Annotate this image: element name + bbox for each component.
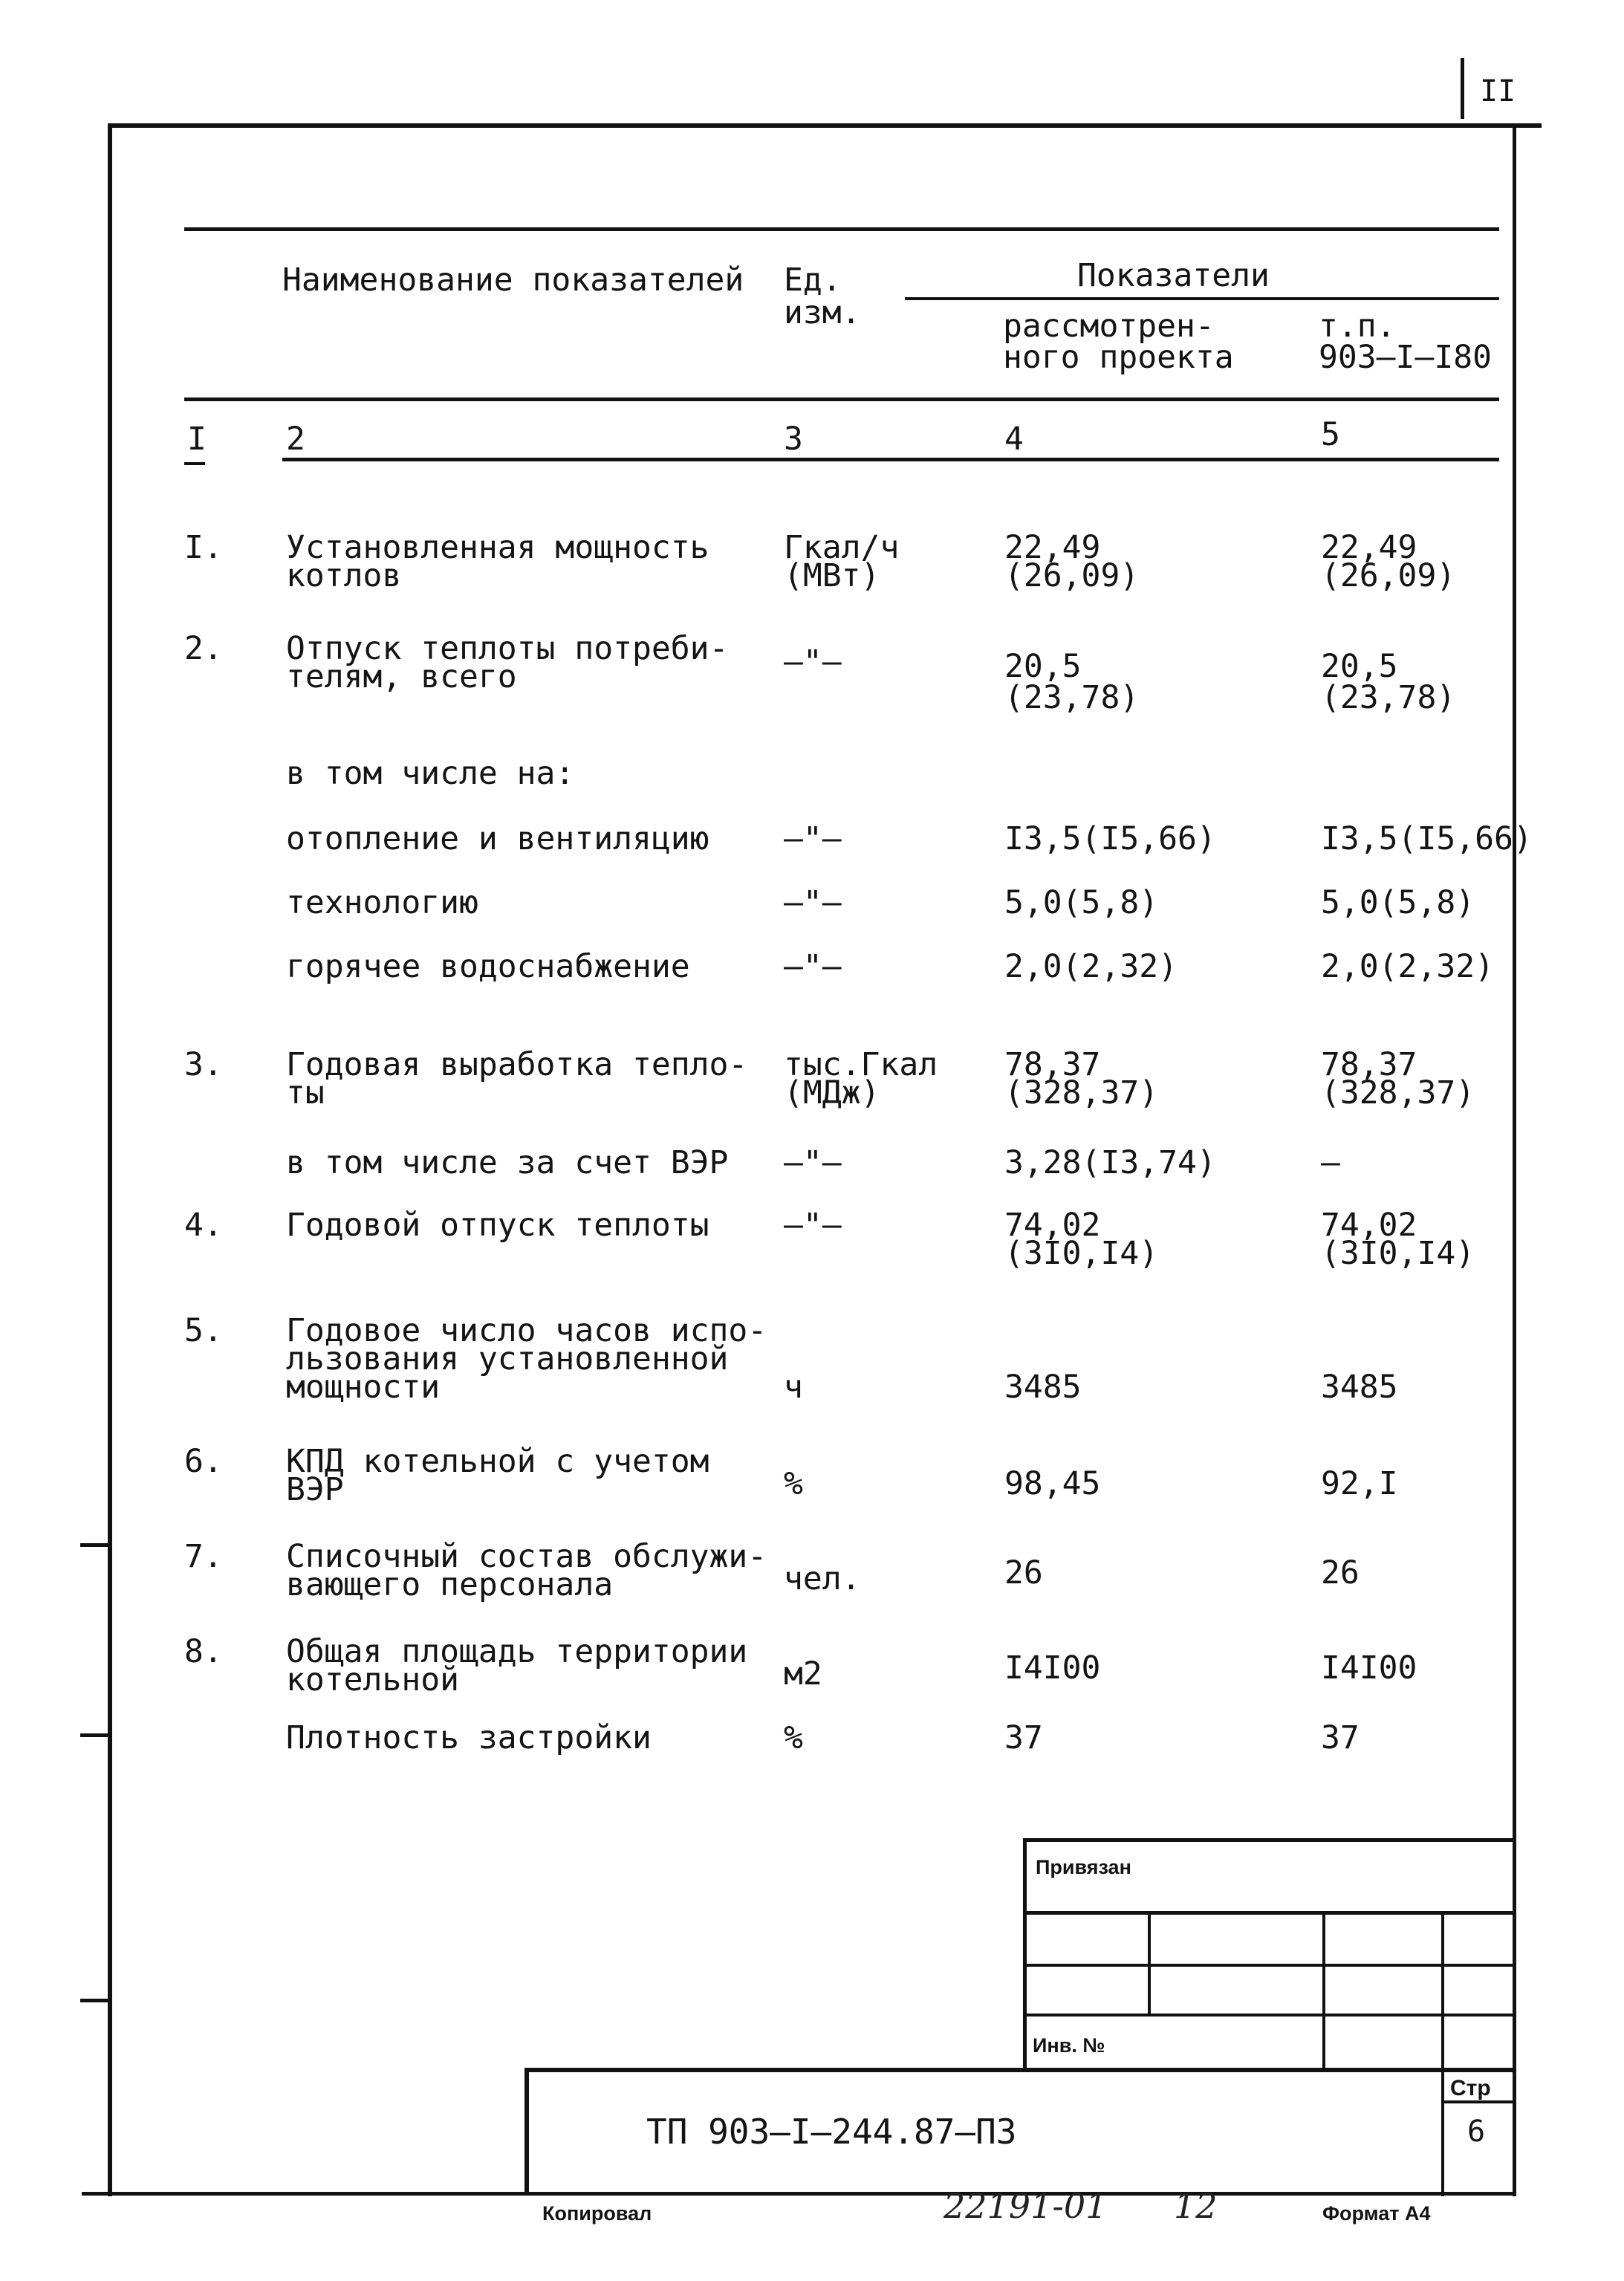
margin-tick xyxy=(80,1999,110,2002)
row-name: котлов xyxy=(286,557,402,594)
header-typical-line2: 903–I–I80 xyxy=(1319,339,1492,376)
header-considered-line1: рассмотрен- xyxy=(1003,308,1215,345)
row-name: ВЭР xyxy=(286,1471,344,1508)
row-number: I. xyxy=(184,529,223,566)
column-number-3: 3 xyxy=(784,421,803,458)
row-value-considered: 2,0(2,32) xyxy=(1004,948,1178,985)
row-number: 3. xyxy=(184,1046,223,1083)
row-name: котельной xyxy=(286,1661,459,1698)
row-name: Отпуск теплоты потреби- xyxy=(286,630,729,667)
stamp-line xyxy=(524,2068,1516,2072)
header-name: Наименование показателей xyxy=(282,262,744,299)
row-value-typical: (26,09) xyxy=(1321,557,1456,594)
row-value-considered: I3,5(I5,66) xyxy=(1004,820,1216,857)
column-number-rule xyxy=(282,458,1499,461)
copied-label: Копировал xyxy=(542,2202,652,2225)
row-name: телям, всего xyxy=(286,658,517,695)
row-unit: чел. xyxy=(784,1560,861,1597)
row-name: технологию xyxy=(286,884,478,921)
column-number-4: 4 xyxy=(1004,421,1024,458)
row-value-considered: 74,02 xyxy=(1004,1207,1101,1244)
row-value-considered: 5,0(5,8) xyxy=(1004,884,1159,921)
frame-top-border xyxy=(108,123,1542,128)
frame-bottom-border xyxy=(82,2192,1516,2196)
row-value-considered: (23,78) xyxy=(1004,679,1140,716)
row-value-typical: 37 xyxy=(1321,1719,1360,1756)
row-value-typical: I4I00 xyxy=(1321,1649,1417,1687)
row-unit: ч xyxy=(784,1369,803,1406)
header-indicators-rule xyxy=(905,297,1499,300)
row-name: Годовая выработка тепло- xyxy=(286,1046,748,1083)
stamp-linked-label: Привязан xyxy=(1036,1856,1131,1878)
row-value-typical: 74,02 xyxy=(1321,1207,1417,1244)
row-value-typical: 26 xyxy=(1321,1554,1360,1591)
row-value-considered: 98,45 xyxy=(1004,1465,1101,1502)
row-unit: –"– xyxy=(784,948,842,985)
header-bottom-rule xyxy=(184,398,1499,401)
format-label: Формат А4 xyxy=(1322,2202,1431,2225)
header-considered-line2: ного проекта xyxy=(1003,339,1234,376)
row-value-typical: – xyxy=(1321,1144,1340,1181)
stamp-designation: ТП 903–I–244.87–ПЗ xyxy=(646,2112,1017,2152)
row-value-considered: 20,5 xyxy=(1004,648,1082,685)
row-value-considered: 22,49 xyxy=(1004,529,1101,566)
handwritten-code: 22191-01 xyxy=(943,2186,1108,2226)
column-number-5: 5 xyxy=(1321,416,1340,453)
header-unit-line2: изм. xyxy=(784,294,861,331)
row-value-considered: (26,09) xyxy=(1004,557,1140,594)
row-number: 6. xyxy=(184,1443,223,1480)
margin-tick xyxy=(80,1543,110,1547)
row-value-considered: (3I0,I4) xyxy=(1004,1235,1159,1272)
stamp-inv-label: Инв. № xyxy=(1033,2034,1105,2057)
row-number: 5. xyxy=(184,1312,223,1349)
row-value-typical: 3485 xyxy=(1321,1369,1398,1406)
row-name: КПД котельной с учетом xyxy=(286,1443,709,1480)
row-number: 2. xyxy=(184,630,223,667)
stamp-line xyxy=(1023,1838,1516,1842)
row-unit: –"– xyxy=(784,884,842,921)
row-name: в том числе на: xyxy=(286,755,575,792)
row-value-typical: 5,0(5,8) xyxy=(1321,884,1475,921)
row-value-typical: (23,78) xyxy=(1321,679,1456,716)
row-unit: (МДж) xyxy=(784,1074,880,1112)
table-top-rule xyxy=(184,227,1499,231)
row-name: горячее водоснабжение xyxy=(286,948,690,985)
page-number: II xyxy=(1480,74,1516,108)
header-unit-line1: Ед. xyxy=(784,262,842,299)
row-unit: % xyxy=(784,1719,803,1756)
page-number-tick xyxy=(1461,58,1464,119)
row-value-considered: I4I00 xyxy=(1004,1649,1101,1687)
row-value-typical: (328,37) xyxy=(1321,1074,1475,1112)
stamp-line xyxy=(1148,1911,1151,2014)
row-unit: –"– xyxy=(784,820,842,857)
row-name: Списочный состав обслужи- xyxy=(286,1538,767,1575)
row-name: Годовое число часов испо- xyxy=(286,1312,767,1349)
row-value-considered: (328,37) xyxy=(1004,1074,1159,1112)
stamp-line xyxy=(1023,1838,1027,2070)
stamp-line xyxy=(1441,1911,1444,2196)
row-value-typical: 20,5 xyxy=(1321,648,1398,685)
row-value-typical: 78,37 xyxy=(1321,1046,1417,1083)
row-value-typical: I3,5(I5,66) xyxy=(1321,820,1533,857)
row-unit: Гкал/ч xyxy=(784,529,900,566)
row-value-considered: 3,28(I3,74) xyxy=(1004,1144,1216,1181)
row-unit: –"– xyxy=(784,643,842,681)
header-typical-line1: т.п. xyxy=(1319,308,1396,345)
row-unit: тыс.Гкал xyxy=(784,1046,938,1083)
margin-tick xyxy=(80,1733,110,1737)
stamp-sheet-label: Стр xyxy=(1450,2076,1491,2100)
row-unit: –"– xyxy=(784,1144,842,1181)
row-value-typical: (3I0,I4) xyxy=(1321,1235,1475,1272)
row-number: 7. xyxy=(184,1538,223,1575)
column-number-underline xyxy=(184,462,205,465)
stamp-sheet-number: 6 xyxy=(1467,2115,1486,2149)
row-name: ты xyxy=(286,1074,325,1112)
row-name: льзования установленной xyxy=(286,1340,729,1378)
row-name: отопление и вентиляцию xyxy=(286,820,709,857)
row-value-considered: 37 xyxy=(1004,1719,1043,1756)
frame-right-border xyxy=(1513,123,1516,2196)
handwritten-number: 12 xyxy=(1174,2186,1218,2226)
row-name: вающего персонала xyxy=(286,1566,614,1603)
row-value-typical: 2,0(2,32) xyxy=(1321,948,1494,985)
frame-left-border xyxy=(108,123,112,2196)
row-name: в том числе за счет ВЭР xyxy=(286,1144,729,1181)
row-number: 8. xyxy=(184,1633,223,1670)
row-name: Установленная мощность xyxy=(286,529,709,566)
row-value-considered: 26 xyxy=(1004,1554,1043,1591)
row-value-typical: 92,I xyxy=(1321,1465,1398,1502)
row-name: мощности xyxy=(286,1369,441,1406)
row-value-considered: 3485 xyxy=(1004,1369,1082,1406)
row-name: Плотность застройки xyxy=(286,1719,652,1756)
column-number-1: I xyxy=(187,421,207,458)
row-value-typical: 22,49 xyxy=(1321,529,1417,566)
row-value-considered: 78,37 xyxy=(1004,1046,1101,1083)
row-unit: % xyxy=(784,1465,803,1502)
stamp-line xyxy=(524,2068,529,2194)
row-unit: (МВт) xyxy=(784,557,880,594)
row-number: 4. xyxy=(184,1207,223,1244)
header-indicators: Показатели xyxy=(1077,257,1270,294)
row-unit: м2 xyxy=(784,1655,822,1693)
column-number-2: 2 xyxy=(286,421,305,458)
row-unit: –"– xyxy=(784,1207,842,1244)
row-name: Годовой отпуск теплоты xyxy=(286,1207,709,1244)
row-name: Общая площадь территории xyxy=(286,1633,748,1670)
stamp-line xyxy=(1322,1911,1325,2069)
